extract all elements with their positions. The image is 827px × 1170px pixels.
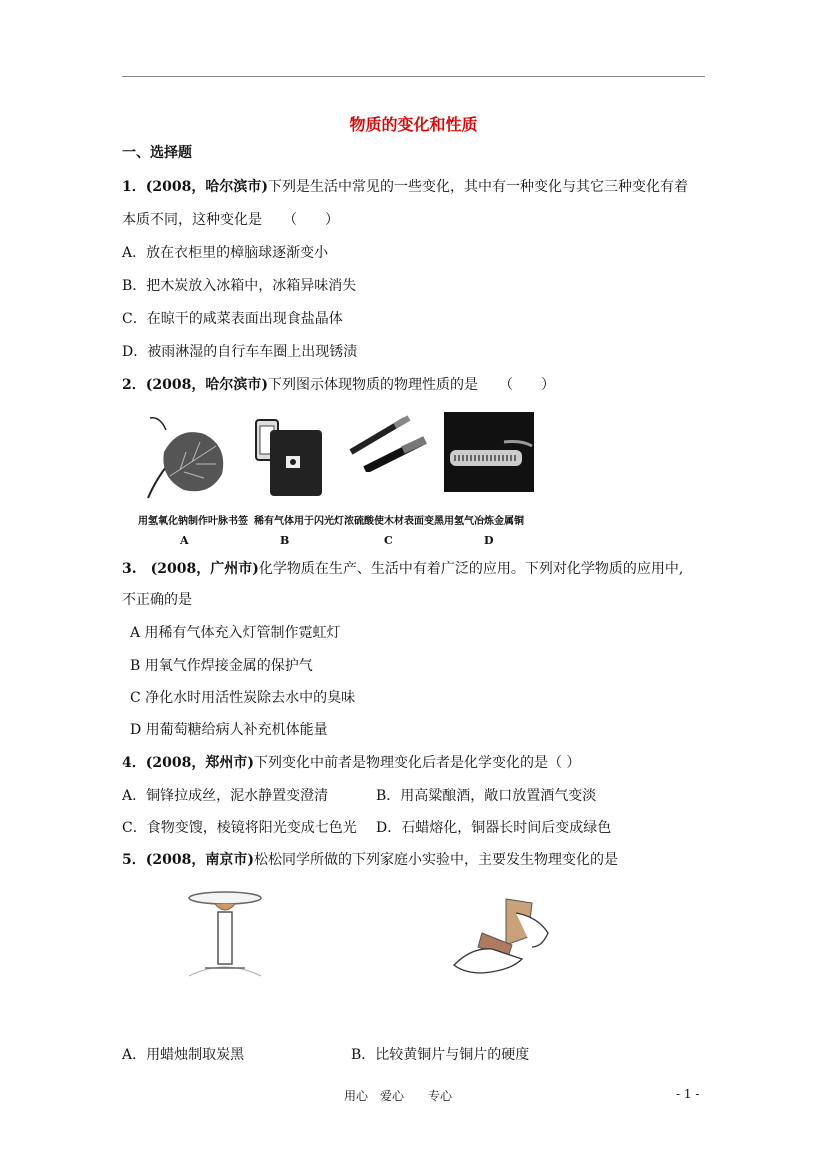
label-c: C: [384, 534, 393, 547]
q1-option-b: B．把木炭放入冰箱中，冰箱异味消失: [122, 278, 357, 294]
question-4-source: 4．(2008，郑州市): [122, 755, 254, 771]
q3-option-c: C 净化水时用活性炭除去水中的臭味: [130, 690, 356, 706]
caption-c: 浓硫酸使木材表面变黑: [344, 516, 444, 527]
q3-option-d: D 用葡萄糖给病人补充机体能量: [130, 722, 328, 738]
caption-b: 稀有气体用于闪光灯: [254, 516, 344, 527]
brass-copper-hardness-image: [452, 893, 552, 978]
page-title: 物质的变化和性质: [349, 115, 478, 134]
question-1: [122, 177, 688, 197]
question-2-text: 下列图示体现物质的物理性质的是 （ ）: [267, 377, 555, 393]
q4-option-d: D．石蜡熔化，铜器长时间后变成绿色: [376, 820, 612, 836]
label-b: B: [280, 534, 290, 547]
header-rule: [122, 76, 705, 77]
q4-option-c: C．食物变馊，棱镜将阳光变成七色光: [122, 820, 357, 836]
charred-wood-image: [345, 412, 430, 472]
caption-d: 用氢气冶炼金属铜: [444, 516, 524, 527]
section-heading: 一、选择题: [122, 145, 192, 161]
leaf-vein-bookmark-image: [140, 412, 230, 502]
question-2: [122, 375, 555, 395]
q1-option-a: A．放在衣柜里的樟脑球逐渐变小: [122, 245, 329, 261]
question-3-text: 化学物质在生产、生活中有着广泛的应用。下列对化学物质的应用中,: [258, 561, 684, 577]
question-3-text-cont: 不正确的是: [122, 592, 192, 608]
question-1-text: 下列是生活中常见的一些变化，其中有一种变化与其它三种变化有着: [267, 179, 688, 195]
q5-option-a: A．用蜡烛制取炭黑: [122, 1047, 245, 1063]
copper-smelting-image: [444, 412, 534, 492]
question-2-source: 2．(2008，哈尔滨市): [122, 377, 268, 393]
question-5: [122, 850, 618, 870]
question-5-source: 5．(2008，南京市): [122, 852, 254, 868]
question-3-source: 3. (2008，广州市): [122, 561, 259, 577]
candle-plate-image: [185, 886, 265, 981]
q5-option-b: B．比较黄铜片与铜片的硬度: [351, 1047, 530, 1063]
label-a: A: [180, 534, 189, 547]
question-1-source: 1．(2008，哈尔滨市): [122, 179, 268, 195]
q1-option-c: C．在晾干的咸菜表面出现食盐晶体: [122, 311, 343, 327]
question-5-text: 松松同学所做的下列家庭小实验中，主要发生物理变化的是: [253, 852, 618, 868]
question-3: [122, 559, 683, 579]
question-1-text-cont: 本质不同，这种变化是 （ ）: [122, 212, 339, 228]
q3-option-a: A 用稀有气体充入灯管制作霓虹灯: [130, 625, 341, 641]
footer-slogan: 用心 爱心 专心: [344, 1089, 453, 1103]
q3-option-b: B 用氧气作焊接金属的保护气: [130, 658, 313, 674]
question-4-text: 下列变化中前者是物理变化后者是化学变化的是（ ）: [253, 755, 581, 771]
page-number: - 1 -: [676, 1087, 700, 1101]
q4-option-a: A．铜锋拉成丝，泥水静置变澄清: [122, 788, 329, 804]
q4-option-b: B．用高粱酿酒，敞口放置酒气变淡: [376, 788, 597, 804]
caption-a: 用氢氧化钠制作叶脉书签: [138, 516, 248, 527]
q1-option-d: D．被雨淋湿的自行车车圈上出现锈渍: [122, 344, 358, 360]
question-4: [122, 753, 580, 773]
flash-lamp-image: [250, 412, 330, 502]
label-d: D: [484, 534, 494, 547]
